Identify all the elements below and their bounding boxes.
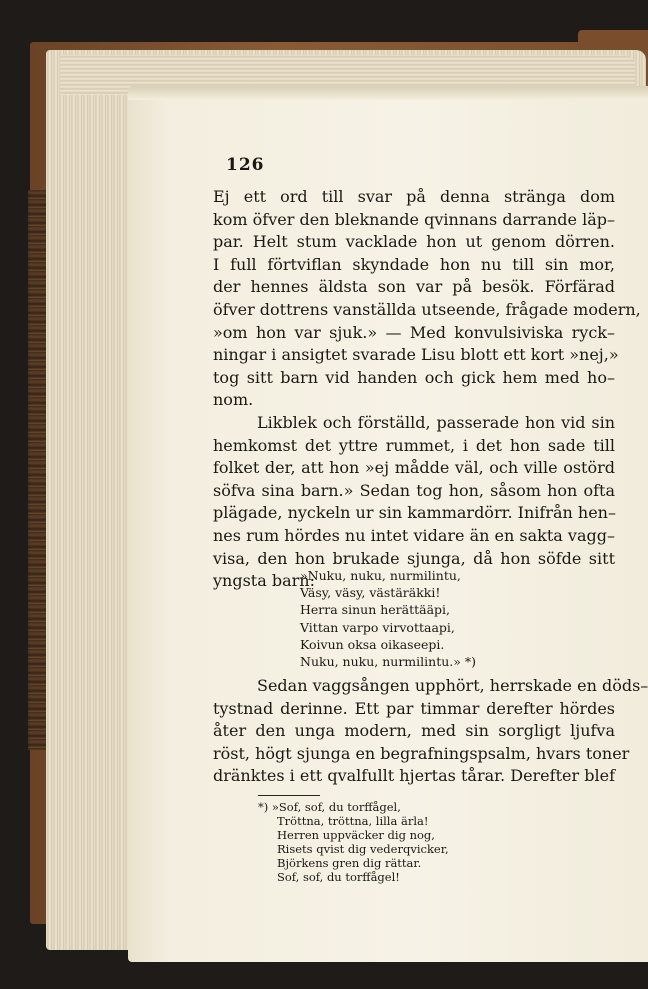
poem-line: Väsy, väsy, västäräkki! xyxy=(300,585,441,601)
text-line: yngsta barn: xyxy=(213,571,315,591)
footnote-line: Tröttna, tröttna, lilla ärla! xyxy=(277,814,429,828)
poem-line: Nuku, nuku, nurmilintu.» *) xyxy=(300,653,477,669)
text-line: tystnad derinne. Ett par timmar derefter hördes xyxy=(213,698,615,718)
text-line: öfver dottrens vanställda utseende, frågade modern, xyxy=(213,299,641,319)
text-line: Likblek och förställd, passerade hon vid sin xyxy=(257,412,615,432)
poem-line: Koivun oksa oikaseepi. xyxy=(300,636,445,652)
page-top-curl xyxy=(128,86,648,100)
text-line: söfva sina barn.» Sedan tog hon, såsom hon ofta xyxy=(213,480,615,500)
poem-line: Herra sinun herättääpi, xyxy=(300,602,451,618)
text-line: Ej ett ord till svar på denna stränga dom xyxy=(213,187,615,206)
text-line: der hennes äldsta son var på besök. Förfärad xyxy=(213,277,615,297)
footnote-line: *) »Sof, sof, du torffågel, xyxy=(258,800,401,814)
text-line: folket der, att hon »ej mådde väl, och ville ostörd xyxy=(213,458,615,478)
text-line: röst, högt sjunga en begrafningspsalm, hvars toner xyxy=(213,743,630,763)
paragraph-2 xyxy=(213,675,648,788)
text-line: dränktes i ett qvalfullt hjertas tårar. Derefter blef xyxy=(213,766,615,786)
footnote-line: Risets qvist dig vederqvicker, xyxy=(277,842,449,856)
text-line: nes rum hördes nu intet vidare än en sakta vagg– xyxy=(213,525,615,545)
poem-line: »Nuku, nuku, nurmilintu, xyxy=(300,568,461,583)
text-line: plägade, nyckeln ur sin kammardörr. Inifrån hen– xyxy=(213,503,616,523)
text-line: ningar i ansigtet svarade Lisu blott ett kort »nej,» xyxy=(213,345,619,365)
text-line: Sedan vaggsången upphört, herrskade en döds– xyxy=(257,676,648,695)
footnote-line: Björkens gren dig rättar. xyxy=(277,856,422,870)
paragraph-1 xyxy=(213,186,641,593)
text-line: visa, den hon brukade sjunga, då hon söfde sitt xyxy=(213,548,615,568)
footnote xyxy=(258,800,449,884)
text-line: I full förtviflan skyndade hon nu till sin mor, xyxy=(213,254,615,274)
text-line: hemkomst det yttre rummet, i det hon sade till xyxy=(213,435,615,455)
text-line: åter den unga modern, med sin sorgligt ljufva xyxy=(213,721,615,741)
page-number: 126 xyxy=(226,155,265,175)
text-line: kom öfver den bleknande qvinnans darrande läp– xyxy=(213,209,615,229)
text-line: tog sitt barn vid handen och gick hem med ho– xyxy=(213,367,615,387)
book-spine-marbled xyxy=(28,190,48,750)
footnote-line: Herren uppväcker dig nog, xyxy=(277,828,435,842)
lullaby-poem xyxy=(300,567,476,670)
text-line: »om hon var sjuk.» — Med konvulsiviska ryck– xyxy=(213,322,615,342)
footnote-line: Sof, sof, du torffågel! xyxy=(277,870,400,884)
text-line: nom. xyxy=(213,390,254,410)
footnote-divider xyxy=(258,795,320,796)
poem-line: Vittan varpo virvottaapi, xyxy=(300,619,455,635)
text-line: par. Helt stum vacklade hon ut genom dörren. xyxy=(213,232,615,252)
